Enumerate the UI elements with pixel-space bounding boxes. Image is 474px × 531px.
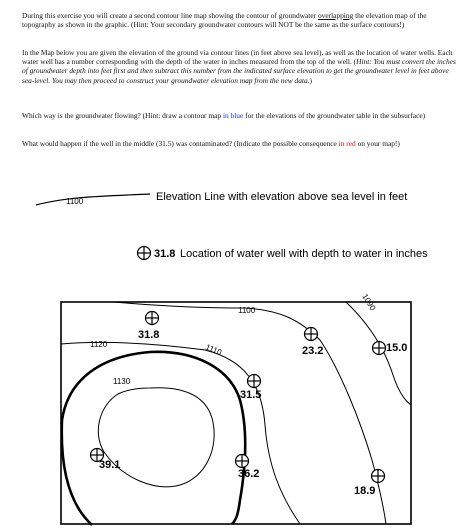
well-icon (146, 312, 159, 325)
well-label: 15.0 (386, 342, 408, 354)
p2-text-b: ) (309, 75, 312, 85)
legend-line-label: 1100 (66, 197, 84, 206)
p2-text-a: In the Map below you are given the elevation of the ground via contour lines (in feet above sea level), as well as the location of water wells. Each water well has a number corresponding with the depth of the water in inches measured from the top of the well. ( (22, 48, 453, 67)
legend-well-icon (138, 247, 151, 260)
legend-line-sample (36, 194, 150, 206)
well-label: 36.2 (238, 468, 260, 480)
well-icon (305, 328, 318, 341)
well-label: 39.1 (99, 459, 121, 471)
p1-text-b: the elevation map of the topography as shown in the graphic. (Hint: Your secondary groundwater contours will NOT be the same as the surface contours!) (22, 11, 427, 30)
contour-label-1120: 1120 (90, 340, 108, 349)
well-label: 18.9 (354, 485, 376, 497)
p2-hint: Hint: You must convert the inches of groundwater depth into feet first and then subtract this number from the indicated surface elevation to get the groundwater level in feet above sea-level. You may then proceed to construct your groundwater elevation map from the new data. (22, 57, 456, 85)
contour-line-1110 (61, 342, 300, 524)
p1-underlined: overlapping (317, 11, 354, 20)
well-icon (248, 375, 261, 388)
p3-colored: in blue (222, 111, 244, 120)
contour-label-1130: 1130 (113, 377, 131, 386)
well-label: 31.5 (240, 389, 262, 401)
well-label: 31.8 (138, 329, 160, 341)
legend-line-desc: Elevation Line with elevation above sea level in feet (156, 191, 408, 203)
p3-text-b: for the elevations of the groundwater table in the subsurface) (243, 111, 426, 120)
legend-well-value: 31.8 (154, 248, 176, 260)
well-icon (372, 470, 385, 483)
well-label: 23.2 (302, 345, 324, 357)
p3-text-a: Which way is the groundwater flowing? (Hint: draw a contour map (22, 111, 223, 120)
contour-label-1100: 1100 (238, 306, 256, 315)
p4-text-a: What would happen if the well in the middle (31.5) was contaminated? (Indicate the possible consequence (22, 139, 339, 148)
p4-colored: in red (338, 139, 356, 148)
contour-line-1130 (98, 388, 214, 487)
well-icon (236, 455, 249, 468)
well-icon (373, 342, 386, 355)
p1-text-a: During this exercise you will create a second contour line map showing the contour of groundwater (22, 11, 318, 20)
p4-text-b: on your map!) (355, 139, 400, 148)
contour-label-1110: 1110 (204, 342, 224, 358)
contour-label-1090: 1090 (360, 292, 378, 313)
legend-well-desc: Location of water well with depth to water in inches (180, 248, 428, 260)
contour-line-1120 (62, 352, 246, 525)
